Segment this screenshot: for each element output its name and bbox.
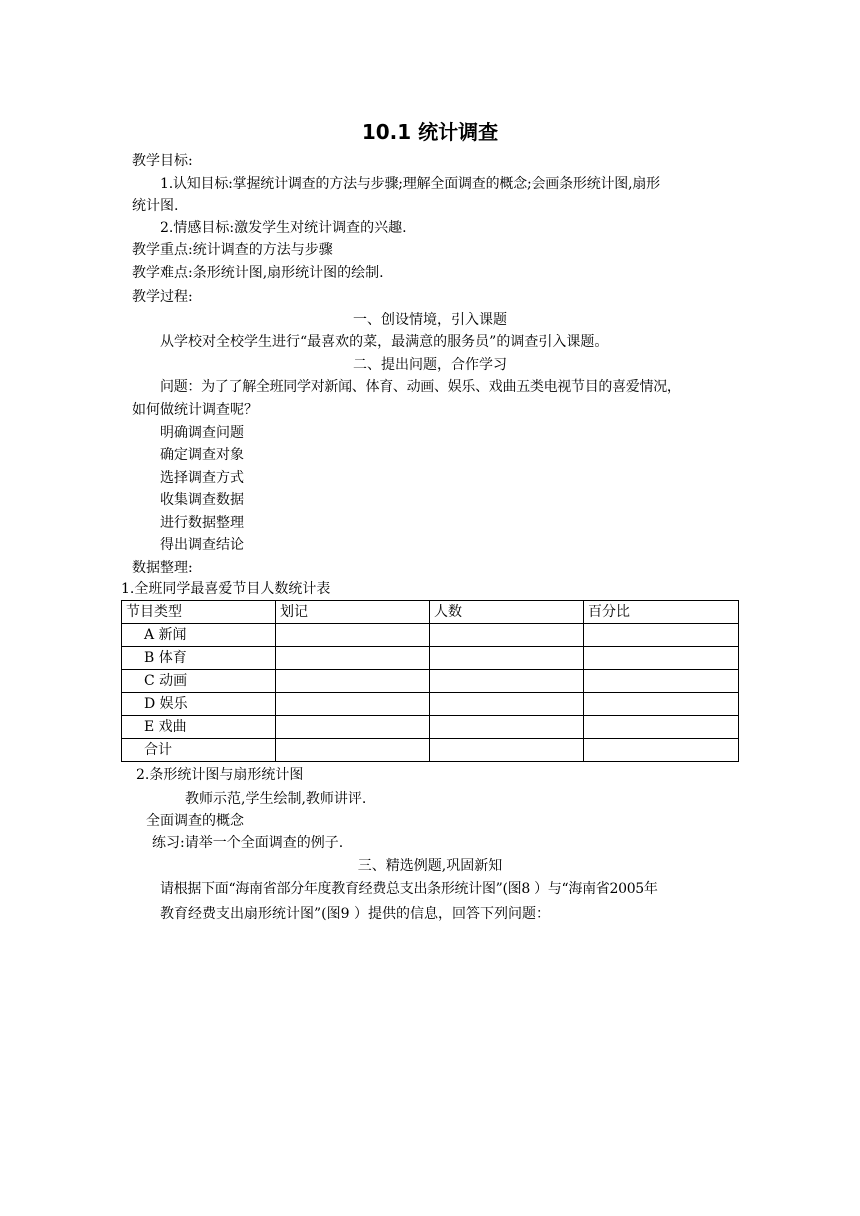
section-2-question-line-2: 如何做统计调查呢？ (132, 402, 258, 418)
table-row-label: D 娱乐 (122, 693, 276, 716)
table-cell (430, 670, 584, 693)
table-row (122, 716, 739, 739)
table-row (122, 647, 739, 670)
table-cell (276, 716, 430, 739)
table-cell (430, 739, 584, 762)
table-row-label: E 戏曲 (122, 716, 276, 739)
data-org-heading: 数据整理: (132, 560, 193, 576)
objectives-heading: 教学目标: (132, 153, 193, 169)
table-header-cell: 节目类型 (122, 601, 276, 624)
table-cell (276, 647, 430, 670)
table-cell (430, 624, 584, 647)
table-row (122, 670, 739, 693)
table-cell (584, 693, 739, 716)
chart-item-text: 教师示范,学生绘制,教师讲评. (185, 791, 367, 807)
section-2-heading: 二、提出问题，合作学习 (353, 357, 507, 373)
table-row-label: 合计 (122, 739, 276, 762)
table-cell (584, 716, 739, 739)
table-cell (584, 647, 739, 670)
section-3-text-line-2: 教育经费支出扇形统计图”(图9 ）提供的信息，回答下列问题： (160, 906, 550, 922)
table-row (122, 739, 739, 762)
table-row (122, 693, 739, 716)
exercise-text: 练习:请举一个全面调查的例子. (152, 835, 344, 851)
objective-1-line-1: 1.认知目标:掌握统计调查的方法与步骤;理解全面调查的概念;会画条形统计图,扇形 (160, 176, 660, 192)
section-3-text-line-1: 请根据下面“海南省部分年度教育经费总支出条形统计图”(图8 ）与“海南省2005年 (160, 881, 658, 897)
table-row-label: C 动画 (122, 670, 276, 693)
section-1-text: 从学校对全校学生进行“最喜欢的菜，最满意的服务员”的调查引入课题。 (160, 334, 609, 350)
table-header-cell: 百分比 (584, 601, 739, 624)
table-cell (276, 670, 430, 693)
step-item: 确定调查对象 (160, 447, 244, 463)
step-item: 明确调查问题 (160, 425, 244, 441)
table-row-label: B 体育 (122, 647, 276, 670)
page-title: 10.1 统计调查 (361, 120, 499, 144)
table-row-label: A 新闻 (122, 624, 276, 647)
table-cell (430, 647, 584, 670)
step-item: 收集调查数据 (160, 492, 244, 508)
table-cell (276, 624, 430, 647)
objective-1-line-2: 统计图. (132, 198, 179, 214)
table-caption: 1.全班同学最喜爱节目人数统计表 (121, 581, 331, 597)
process-heading: 教学过程: (132, 289, 193, 305)
table-cell (430, 716, 584, 739)
table-cell (276, 693, 430, 716)
difficulty: 教学难点:条形统计图,扇形统计图的绘制. (132, 265, 384, 281)
step-item: 得出调查结论 (160, 537, 244, 553)
table-cell (584, 670, 739, 693)
objective-2: 2.情感目标:激发学生对统计调查的兴趣. (160, 220, 407, 236)
chart-item-heading: 2.条形统计图与扇形统计图 (136, 767, 304, 783)
section-1-heading: 一、创设情境，引入课题 (353, 312, 507, 328)
section-3-heading: 三、精选例题,巩固新知 (357, 858, 503, 874)
concept-heading: 全面调查的概念 (146, 813, 244, 829)
statistics-table (121, 600, 739, 762)
step-item: 选择调查方式 (160, 470, 244, 486)
step-item: 进行数据整理 (160, 515, 244, 531)
table-row (122, 624, 739, 647)
table-cell (276, 739, 430, 762)
table-cell (430, 693, 584, 716)
table-header-cell: 划记 (276, 601, 430, 624)
table-cell (584, 739, 739, 762)
table-header-row (122, 601, 739, 624)
section-2-question-line-1: 问题：为了了解全班同学对新闻、体育、动画、娱乐、戏曲五类电视节目的喜爱情况， (160, 379, 681, 395)
table-header-cell: 人数 (430, 601, 584, 624)
key-point: 教学重点:统计调查的方法与步骤 (132, 242, 333, 258)
table-cell (584, 624, 739, 647)
